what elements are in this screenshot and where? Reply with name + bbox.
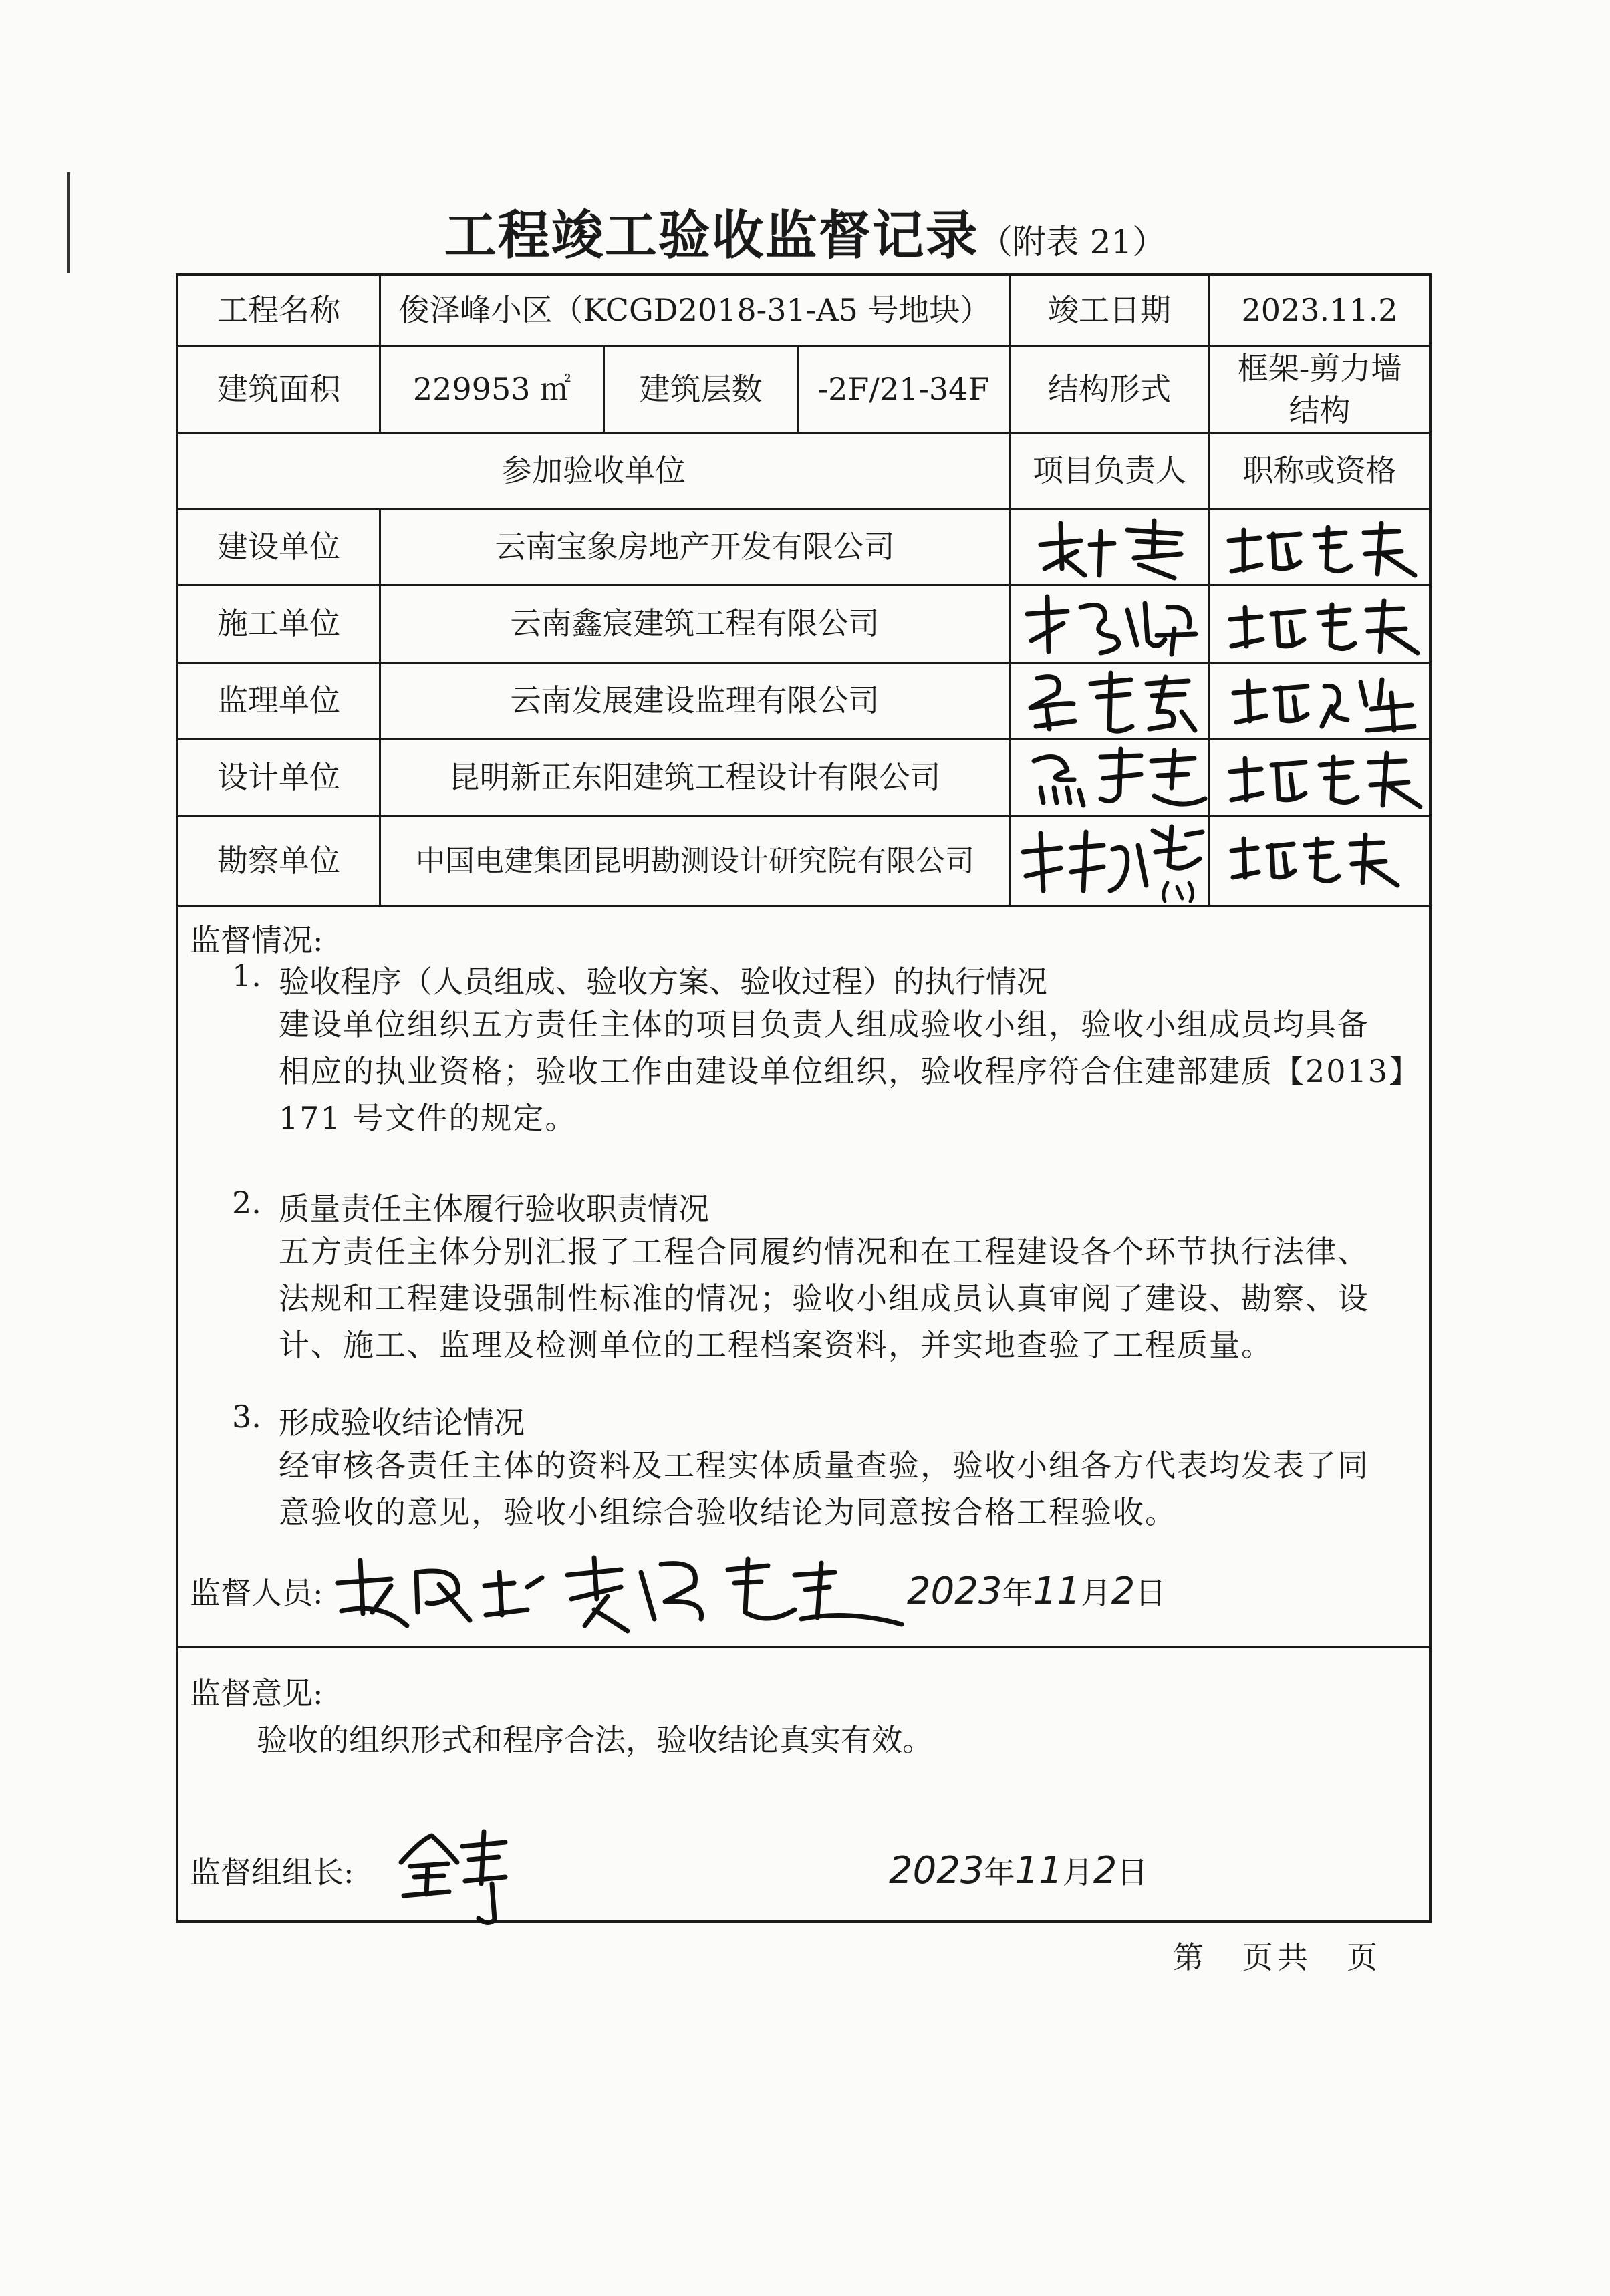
opinion-date xyxy=(889,1848,1148,1892)
date-year: 2023 xyxy=(907,1570,1002,1613)
item-body-line: 经审核各责任主体的资料及工程实体质量查验，验收小组各方代表均发表了同 xyxy=(279,1447,1369,1483)
title-handwritten xyxy=(1221,590,1425,657)
title-handwritten xyxy=(1221,742,1425,812)
date-month-unit: 月 xyxy=(1062,1854,1093,1890)
page-footer: 第 页共 页 xyxy=(1173,1939,1381,1975)
opinion-heading: 监督意见: xyxy=(190,1675,323,1711)
item-body-line: 五方责任主体分别汇报了工程合同履约情况和在工程建设各个环节执行法律、 xyxy=(279,1234,1369,1270)
date-year-unit: 年 xyxy=(984,1854,1015,1890)
unit-company: 云南发展建设监理有限公司 xyxy=(510,682,880,719)
date-month-unit: 月 xyxy=(1080,1575,1111,1611)
completion-date-label: 竣工日期 xyxy=(1048,292,1171,329)
units-header: 参加验收单位 xyxy=(501,452,686,489)
structure-value: 框架-剪力墙结构 xyxy=(1237,350,1402,428)
record-table xyxy=(176,273,1432,1923)
leader-header: 项目负责人 xyxy=(1033,452,1186,489)
date-year: 2023 xyxy=(889,1849,984,1892)
unit-company: 云南宝象房地产开发有限公司 xyxy=(495,529,895,565)
signature-leader-contractor xyxy=(1014,587,1204,661)
signature-leader-supervision xyxy=(1017,665,1204,737)
area-value: 229953 ㎡ xyxy=(412,371,571,408)
item-body-line: 建设单位组织五方责任主体的项目负责人组成验收小组，验收小组成员均具备 xyxy=(279,1006,1369,1042)
row-rule xyxy=(178,905,1429,907)
item-body-line: 相应的执业资格；验收工作由建设单位组织，验收程序符合住建部建质【2013】 xyxy=(279,1053,1422,1089)
unit-company: 昆明新正东阳建筑工程设计有限公司 xyxy=(448,759,941,796)
signature-inspectors xyxy=(327,1546,915,1639)
unit-role: 施工单位 xyxy=(217,605,340,642)
item-number: 2. xyxy=(232,1185,261,1221)
signature-leader-survey xyxy=(1014,819,1211,904)
title-handwritten xyxy=(1222,824,1423,893)
floors-label: 建筑层数 xyxy=(639,371,763,408)
item-body-line: 171 号文件的规定。 xyxy=(279,1100,577,1136)
item-body xyxy=(279,1001,1428,1141)
item-title: 形成验收结论情况 xyxy=(279,1405,525,1441)
item-number: 1. xyxy=(232,958,261,994)
area-label: 建筑面积 xyxy=(217,371,340,408)
section-rule xyxy=(178,1646,1429,1648)
item-body-line: 意验收的意见，验收小组综合验收结论为同意按合格工程验收。 xyxy=(279,1494,1177,1530)
date-month: 11 xyxy=(1033,1570,1081,1613)
date-month: 11 xyxy=(1015,1849,1063,1892)
unit-role: 勘察单位 xyxy=(217,843,340,879)
unit-company: 云南鑫宸建筑工程有限公司 xyxy=(510,605,880,642)
item-body-line: 法规和工程建设强制性标准的情况；验收小组成员认真审阅了建设、勘察、设 xyxy=(279,1280,1369,1316)
project-name-label: 工程名称 xyxy=(217,292,340,329)
opinion-text: 验收的组织形式和程序合法，验收结论真实有效。 xyxy=(257,1722,933,1758)
document-title-annex: （附表 21） xyxy=(978,223,1166,261)
floors-value: -2F/21-34F xyxy=(817,371,990,408)
title-handwritten xyxy=(1221,514,1425,581)
inspectors-label: 监督人员: xyxy=(190,1575,323,1611)
item-body xyxy=(279,1442,1428,1536)
signature-leader-design xyxy=(1021,741,1208,815)
item-title: 验收程序（人员组成、验收方案、验收过程）的执行情况 xyxy=(279,964,1047,1000)
item-number: 3. xyxy=(232,1399,261,1435)
title-handwritten xyxy=(1224,666,1425,736)
signature-leader-construction xyxy=(1021,511,1201,583)
supervision-heading: 监督情况: xyxy=(190,922,323,958)
item-title: 质量责任主体履行验收职责情况 xyxy=(279,1191,709,1227)
unit-company: 中国电建集团昆明勘测设计研究院有限公司 xyxy=(416,843,974,878)
document-title xyxy=(0,194,1610,269)
structure-label: 结构形式 xyxy=(1048,371,1171,408)
completion-date-value: 2023.11.2 xyxy=(1241,292,1398,329)
date-day-unit: 日 xyxy=(1117,1854,1148,1890)
date-day: 2 xyxy=(1111,1570,1135,1613)
inspection-date xyxy=(907,1569,1166,1613)
item-body xyxy=(279,1228,1428,1369)
unit-role: 建设单位 xyxy=(217,529,340,565)
date-day-unit: 日 xyxy=(1135,1575,1166,1611)
unit-role: 设计单位 xyxy=(217,759,340,796)
date-year-unit: 年 xyxy=(1002,1575,1033,1611)
unit-role: 监理单位 xyxy=(217,682,340,719)
date-day: 2 xyxy=(1093,1849,1117,1892)
signature-group-leader xyxy=(388,1820,515,1926)
col-rule xyxy=(1208,276,1210,905)
title-header: 职称或资格 xyxy=(1242,452,1397,489)
group-leader-label: 监督组组长: xyxy=(190,1854,354,1890)
document-title-main: 工程竣工验收监督记录 xyxy=(444,206,979,266)
project-name-value: 俊泽峰小区（KCGD2018-31-A5 号地块） xyxy=(398,292,991,329)
item-body-line: 计、施工、监理及检测单位的工程档案资料，并实地查验了工程质量。 xyxy=(279,1327,1273,1363)
